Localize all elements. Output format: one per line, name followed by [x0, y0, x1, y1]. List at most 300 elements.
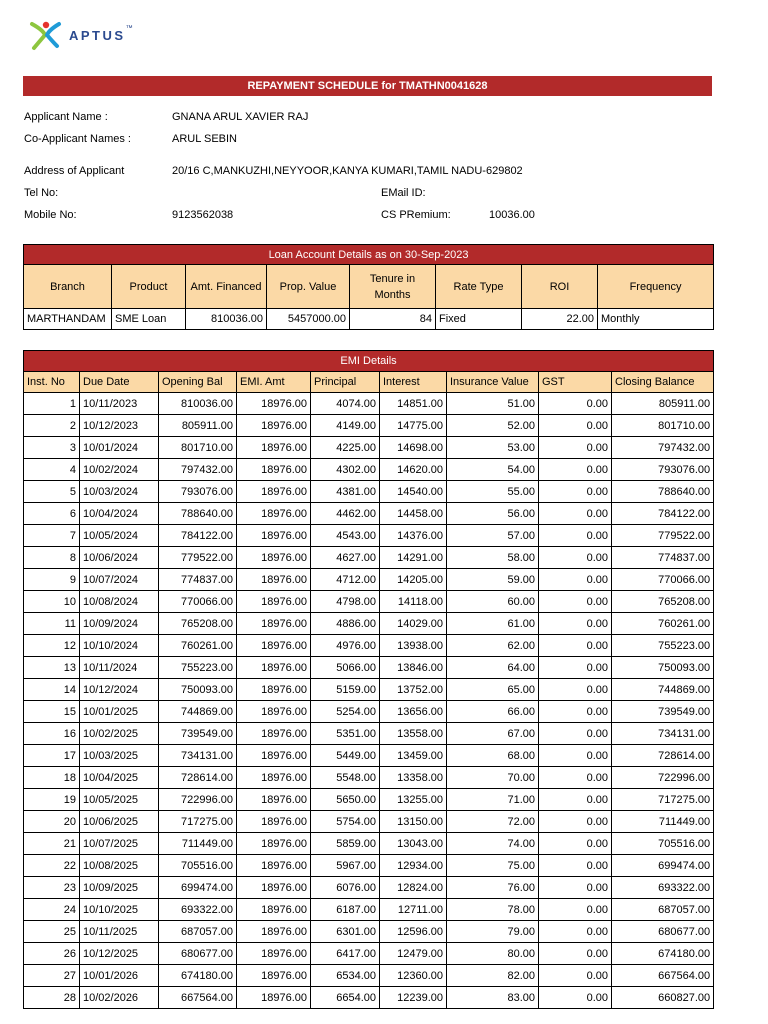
emi-cell: 13255.00 — [380, 789, 447, 811]
emi-cell: 0.00 — [539, 481, 612, 503]
emi-header: Insurance Value — [447, 372, 539, 393]
emi-cell: 10/02/2026 — [80, 987, 159, 1009]
mobile-value: 9123562038 — [172, 209, 234, 221]
emi-cell: 750093.00 — [159, 679, 237, 701]
emi-cell: 10/03/2024 — [80, 481, 159, 503]
emi-cell: 6534.00 — [311, 965, 380, 987]
emi-cell: 734131.00 — [159, 745, 237, 767]
emi-cell: 0.00 — [539, 657, 612, 679]
emi-cell: 78.00 — [447, 899, 539, 921]
loan-roi: 22.00 — [522, 309, 598, 330]
emi-cell: 14029.00 — [380, 613, 447, 635]
emi-cell: 0.00 — [539, 943, 612, 965]
emi-cell: 0.00 — [539, 525, 612, 547]
emi-cell: 2 — [24, 415, 80, 437]
emi-details-caption: EMI Details — [24, 351, 714, 372]
emi-cell: 10/07/2025 — [80, 833, 159, 855]
emi-cell: 755223.00 — [612, 635, 714, 657]
loan-header: Amt. Financed — [186, 265, 267, 309]
emi-cell: 744869.00 — [612, 679, 714, 701]
emi-cell: 13358.00 — [380, 767, 447, 789]
emi-row — [24, 745, 714, 767]
emi-cell: 57.00 — [447, 525, 539, 547]
emi-cell: 755223.00 — [159, 657, 237, 679]
emi-cell: 0.00 — [539, 547, 612, 569]
emi-cell: 5351.00 — [311, 723, 380, 745]
emi-cell: 9 — [24, 569, 80, 591]
emi-cell: 5859.00 — [311, 833, 380, 855]
loan-branch: MARTHANDAM — [24, 309, 112, 330]
emi-cell: 0.00 — [539, 723, 612, 745]
emi-cell: 717275.00 — [159, 811, 237, 833]
emi-cell: 71.00 — [447, 789, 539, 811]
tel-label: Tel No: — [24, 187, 59, 199]
emi-cell: 0.00 — [539, 855, 612, 877]
emi-cell: 18976.00 — [237, 591, 311, 613]
emi-cell: 739549.00 — [612, 701, 714, 723]
emi-row — [24, 459, 714, 481]
emi-row — [24, 789, 714, 811]
emi-cell: 10/06/2024 — [80, 547, 159, 569]
emi-cell: 25 — [24, 921, 80, 943]
emi-cell: 699474.00 — [159, 877, 237, 899]
emi-cell: 4149.00 — [311, 415, 380, 437]
emi-cell: 10/02/2025 — [80, 723, 159, 745]
loan-product: SME Loan — [112, 309, 186, 330]
emi-cell: 83.00 — [447, 987, 539, 1009]
emi-cell: 18976.00 — [237, 987, 311, 1009]
emi-cell: 4627.00 — [311, 547, 380, 569]
emi-cell: 14851.00 — [380, 393, 447, 415]
loan-header: Prop. Value — [267, 265, 350, 309]
emi-cell: 14205.00 — [380, 569, 447, 591]
emi-cell: 10/10/2025 — [80, 899, 159, 921]
emi-cell: 10/10/2024 — [80, 635, 159, 657]
emi-cell: 14698.00 — [380, 437, 447, 459]
emi-cell: 10/05/2025 — [80, 789, 159, 811]
emi-cell: 11 — [24, 613, 80, 635]
emi-cell: 797432.00 — [612, 437, 714, 459]
emi-cell: 0.00 — [539, 899, 612, 921]
emi-cell: 60.00 — [447, 591, 539, 613]
emi-cell: 10/11/2025 — [80, 921, 159, 943]
emi-cell: 5159.00 — [311, 679, 380, 701]
emi-cell: 5449.00 — [311, 745, 380, 767]
emi-cell: 10/09/2025 — [80, 877, 159, 899]
emi-cell: 705516.00 — [612, 833, 714, 855]
emi-cell: 687057.00 — [612, 899, 714, 921]
emi-header: Interest — [380, 372, 447, 393]
logo-wordmark: APTUS — [69, 27, 126, 43]
emi-cell: 79.00 — [447, 921, 539, 943]
emi-cell: 13150.00 — [380, 811, 447, 833]
emi-cell: 793076.00 — [612, 459, 714, 481]
emi-cell: 16 — [24, 723, 80, 745]
emi-cell: 14 — [24, 679, 80, 701]
emi-cell: 12824.00 — [380, 877, 447, 899]
emi-cell: 18976.00 — [237, 745, 311, 767]
emi-cell: 674180.00 — [612, 943, 714, 965]
emi-cell: 18976.00 — [237, 701, 311, 723]
emi-cell: 15 — [24, 701, 80, 723]
emi-header: Due Date — [80, 372, 159, 393]
emi-cell: 68.00 — [447, 745, 539, 767]
emi-cell: 6187.00 — [311, 899, 380, 921]
emi-cell: 5754.00 — [311, 811, 380, 833]
emi-cell: 18976.00 — [237, 393, 311, 415]
emi-cell: 722996.00 — [612, 767, 714, 789]
loan-frequency: Monthly — [598, 309, 714, 330]
emi-cell: 0.00 — [539, 679, 612, 701]
emi-cell: 4225.00 — [311, 437, 380, 459]
emi-cell: 774837.00 — [159, 569, 237, 591]
emi-cell: 711449.00 — [159, 833, 237, 855]
emi-cell: 17 — [24, 745, 80, 767]
emi-cell: 693322.00 — [612, 877, 714, 899]
emi-cell: 4798.00 — [311, 591, 380, 613]
loan-header: Tenure in Months — [350, 265, 436, 309]
emi-row — [24, 701, 714, 723]
emi-cell: 674180.00 — [159, 965, 237, 987]
emi-cell: 4074.00 — [311, 393, 380, 415]
emi-cell: 14118.00 — [380, 591, 447, 613]
emi-cell: 82.00 — [447, 965, 539, 987]
emi-cell: 667564.00 — [159, 987, 237, 1009]
emi-cell: 760261.00 — [159, 635, 237, 657]
emi-cell: 0.00 — [539, 701, 612, 723]
emi-cell: 0.00 — [539, 767, 612, 789]
emi-row — [24, 635, 714, 657]
emi-header: EMI. Amt — [237, 372, 311, 393]
emi-cell: 18976.00 — [237, 679, 311, 701]
emi-cell: 18976.00 — [237, 965, 311, 987]
emi-cell: 680677.00 — [612, 921, 714, 943]
emi-cell: 0.00 — [539, 437, 612, 459]
emi-cell: 26 — [24, 943, 80, 965]
emi-header: Closing Balance — [612, 372, 714, 393]
emi-header: Inst. No — [24, 372, 80, 393]
emi-cell: 18976.00 — [237, 877, 311, 899]
emi-cell: 14540.00 — [380, 481, 447, 503]
emi-rows — [24, 393, 714, 1009]
emi-cell: 693322.00 — [159, 899, 237, 921]
emi-cell: 10 — [24, 591, 80, 613]
emi-cell: 24 — [24, 899, 80, 921]
emi-row — [24, 415, 714, 437]
emi-cell: 12711.00 — [380, 899, 447, 921]
emi-cell: 765208.00 — [159, 613, 237, 635]
emi-cell: 4543.00 — [311, 525, 380, 547]
emi-cell: 739549.00 — [159, 723, 237, 745]
emi-cell: 18976.00 — [237, 481, 311, 503]
emi-cell: 5066.00 — [311, 657, 380, 679]
co-applicant-label: Co-Applicant Names : — [24, 133, 131, 145]
emi-cell: 793076.00 — [159, 481, 237, 503]
emi-cell: 13938.00 — [380, 635, 447, 657]
emi-header: Principal — [311, 372, 380, 393]
emi-cell: 4462.00 — [311, 503, 380, 525]
emi-cell: 80.00 — [447, 943, 539, 965]
emi-cell: 13 — [24, 657, 80, 679]
emi-cell: 13752.00 — [380, 679, 447, 701]
emi-row — [24, 767, 714, 789]
emi-cell: 70.00 — [447, 767, 539, 789]
emi-row — [24, 811, 714, 833]
emi-row — [24, 591, 714, 613]
emi-cell: 10/09/2024 — [80, 613, 159, 635]
emi-row — [24, 943, 714, 965]
emi-cell: 12360.00 — [380, 965, 447, 987]
emi-cell: 65.00 — [447, 679, 539, 701]
emi-cell: 0.00 — [539, 965, 612, 987]
emi-cell: 3 — [24, 437, 80, 459]
emi-cell: 10/12/2025 — [80, 943, 159, 965]
emi-cell: 10/04/2024 — [80, 503, 159, 525]
emi-cell: 10/07/2024 — [80, 569, 159, 591]
emi-cell: 14775.00 — [380, 415, 447, 437]
logo-trademark: ™ — [125, 25, 133, 32]
emi-cell: 18976.00 — [237, 547, 311, 569]
emi-cell: 23 — [24, 877, 80, 899]
emi-cell: 0.00 — [539, 415, 612, 437]
emi-cell: 20 — [24, 811, 80, 833]
cs-premium-value: 10036.00 — [489, 209, 535, 221]
emi-cell: 0.00 — [539, 921, 612, 943]
emi-cell: 4302.00 — [311, 459, 380, 481]
emi-cell: 6654.00 — [311, 987, 380, 1009]
emi-cell: 0.00 — [539, 987, 612, 1009]
emi-row — [24, 503, 714, 525]
emi-cell: 19 — [24, 789, 80, 811]
emi-cell: 66.00 — [447, 701, 539, 723]
emi-cell: 18976.00 — [237, 415, 311, 437]
emi-cell: 52.00 — [447, 415, 539, 437]
emi-cell: 10/06/2025 — [80, 811, 159, 833]
emi-cell: 75.00 — [447, 855, 539, 877]
emi-cell: 18976.00 — [237, 613, 311, 635]
emi-cell: 18976.00 — [237, 635, 311, 657]
emi-cell: 58.00 — [447, 547, 539, 569]
email-label: EMail ID: — [381, 187, 426, 199]
emi-cell: 5967.00 — [311, 855, 380, 877]
loan-prop-value: 5457000.00 — [267, 309, 350, 330]
emi-cell: 744869.00 — [159, 701, 237, 723]
emi-cell: 801710.00 — [159, 437, 237, 459]
address-label: Address of Applicant — [24, 165, 125, 177]
emi-cell: 14376.00 — [380, 525, 447, 547]
loan-header: Branch — [24, 265, 112, 309]
emi-cell: 18976.00 — [237, 569, 311, 591]
emi-cell: 5548.00 — [311, 767, 380, 789]
emi-cell: 8 — [24, 547, 80, 569]
emi-cell: 667564.00 — [612, 965, 714, 987]
emi-cell: 784122.00 — [159, 525, 237, 547]
emi-cell: 18976.00 — [237, 525, 311, 547]
emi-cell: 13558.00 — [380, 723, 447, 745]
emi-row — [24, 525, 714, 547]
emi-cell: 680677.00 — [159, 943, 237, 965]
emi-cell: 0.00 — [539, 789, 612, 811]
emi-cell: 699474.00 — [612, 855, 714, 877]
emi-cell: 14291.00 — [380, 547, 447, 569]
emi-cell: 10/08/2025 — [80, 855, 159, 877]
emi-cell: 72.00 — [447, 811, 539, 833]
emi-cell: 18976.00 — [237, 459, 311, 481]
loan-header: Frequency — [598, 265, 714, 309]
emi-cell: 660827.00 — [612, 987, 714, 1009]
emi-cell: 10/01/2024 — [80, 437, 159, 459]
emi-cell: 61.00 — [447, 613, 539, 635]
emi-cell: 62.00 — [447, 635, 539, 657]
emi-cell: 0.00 — [539, 591, 612, 613]
co-applicant-value: ARUL SEBIN — [172, 133, 238, 145]
emi-cell: 22 — [24, 855, 80, 877]
emi-cell: 54.00 — [447, 459, 539, 481]
emi-row — [24, 855, 714, 877]
emi-cell: 12596.00 — [380, 921, 447, 943]
emi-row — [24, 877, 714, 899]
emi-row — [24, 833, 714, 855]
emi-cell: 5254.00 — [311, 701, 380, 723]
emi-cell: 56.00 — [447, 503, 539, 525]
emi-row — [24, 393, 714, 415]
aptus-logo — [29, 15, 135, 55]
emi-cell: 13656.00 — [380, 701, 447, 723]
emi-cell: 0.00 — [539, 745, 612, 767]
emi-row — [24, 613, 714, 635]
emi-cell: 6417.00 — [311, 943, 380, 965]
emi-cell: 4381.00 — [311, 481, 380, 503]
emi-cell: 12479.00 — [380, 943, 447, 965]
emi-cell: 6 — [24, 503, 80, 525]
emi-cell: 12239.00 — [380, 987, 447, 1009]
emi-cell: 10/02/2024 — [80, 459, 159, 481]
emi-cell: 728614.00 — [612, 745, 714, 767]
loan-amt-financed: 810036.00 — [186, 309, 267, 330]
emi-cell: 10/01/2026 — [80, 965, 159, 987]
emi-cell: 0.00 — [539, 613, 612, 635]
emi-cell: 722996.00 — [159, 789, 237, 811]
emi-cell: 6076.00 — [311, 877, 380, 899]
loan-rate-type: Fixed — [436, 309, 522, 330]
emi-cell: 18976.00 — [237, 943, 311, 965]
emi-cell: 788640.00 — [159, 503, 237, 525]
emi-cell: 7 — [24, 525, 80, 547]
mobile-label: Mobile No: — [24, 209, 77, 221]
emi-cell: 779522.00 — [159, 547, 237, 569]
emi-cell: 74.00 — [447, 833, 539, 855]
emi-cell: 18976.00 — [237, 921, 311, 943]
emi-row — [24, 987, 714, 1009]
emi-cell: 4712.00 — [311, 569, 380, 591]
emi-cell: 13846.00 — [380, 657, 447, 679]
emi-row — [24, 723, 714, 745]
emi-cell: 0.00 — [539, 393, 612, 415]
emi-cell: 59.00 — [447, 569, 539, 591]
emi-cell: 4 — [24, 459, 80, 481]
emi-cell: 51.00 — [447, 393, 539, 415]
emi-cell: 0.00 — [539, 459, 612, 481]
emi-cell: 788640.00 — [612, 481, 714, 503]
emi-cell: 810036.00 — [159, 393, 237, 415]
emi-cell: 14458.00 — [380, 503, 447, 525]
emi-row — [24, 921, 714, 943]
emi-cell: 10/11/2023 — [80, 393, 159, 415]
emi-cell: 13043.00 — [380, 833, 447, 855]
emi-cell: 18976.00 — [237, 767, 311, 789]
emi-row — [24, 569, 714, 591]
emi-cell: 0.00 — [539, 833, 612, 855]
emi-cell: 705516.00 — [159, 855, 237, 877]
emi-cell: 18976.00 — [237, 789, 311, 811]
emi-cell: 6301.00 — [311, 921, 380, 943]
emi-cell: 728614.00 — [159, 767, 237, 789]
emi-cell: 18976.00 — [237, 899, 311, 921]
emi-cell: 770066.00 — [612, 569, 714, 591]
emi-cell: 1 — [24, 393, 80, 415]
emi-cell: 5 — [24, 481, 80, 503]
emi-cell: 687057.00 — [159, 921, 237, 943]
emi-cell: 765208.00 — [612, 591, 714, 613]
emi-cell: 805911.00 — [159, 415, 237, 437]
emi-cell: 779522.00 — [612, 525, 714, 547]
cs-premium-label: CS PRemium: — [381, 209, 451, 221]
loan-header: ROI — [522, 265, 598, 309]
applicant-name-label: Applicant Name : — [24, 111, 108, 123]
emi-cell: 5650.00 — [311, 789, 380, 811]
emi-cell: 27 — [24, 965, 80, 987]
emi-cell: 774837.00 — [612, 547, 714, 569]
emi-cell: 67.00 — [447, 723, 539, 745]
emi-cell: 801710.00 — [612, 415, 714, 437]
emi-cell: 10/11/2024 — [80, 657, 159, 679]
emi-cell: 18976.00 — [237, 437, 311, 459]
schedule-title: REPAYMENT SCHEDULE for TMATHN0041628 — [23, 76, 712, 96]
loan-header: Rate Type — [436, 265, 522, 309]
emi-row — [24, 965, 714, 987]
emi-row — [24, 679, 714, 701]
emi-cell: 18976.00 — [237, 855, 311, 877]
emi-cell: 64.00 — [447, 657, 539, 679]
emi-cell: 18976.00 — [237, 833, 311, 855]
emi-cell: 55.00 — [447, 481, 539, 503]
emi-cell: 0.00 — [539, 877, 612, 899]
emi-cell: 53.00 — [447, 437, 539, 459]
emi-cell: 750093.00 — [612, 657, 714, 679]
emi-cell: 0.00 — [539, 503, 612, 525]
emi-cell: 797432.00 — [159, 459, 237, 481]
emi-cell: 0.00 — [539, 811, 612, 833]
emi-cell: 760261.00 — [612, 613, 714, 635]
aptus-person-icon — [29, 18, 63, 52]
address-value: 20/16 C,MANKUZHI,NEYYOOR,KANYA KUMARI,TAMIL NADU-629802 — [172, 165, 523, 177]
emi-cell: 18976.00 — [237, 503, 311, 525]
emi-row — [24, 657, 714, 679]
emi-row — [24, 481, 714, 503]
emi-cell: 805911.00 — [612, 393, 714, 415]
emi-header: GST — [539, 372, 612, 393]
emi-cell: 10/05/2024 — [80, 525, 159, 547]
emi-cell: 10/01/2025 — [80, 701, 159, 723]
emi-cell: 18976.00 — [237, 657, 311, 679]
emi-details-table — [23, 350, 714, 1009]
emi-cell: 12934.00 — [380, 855, 447, 877]
emi-cell: 711449.00 — [612, 811, 714, 833]
emi-cell: 0.00 — [539, 569, 612, 591]
emi-cell: 28 — [24, 987, 80, 1009]
emi-cell: 4976.00 — [311, 635, 380, 657]
emi-cell: 14620.00 — [380, 459, 447, 481]
